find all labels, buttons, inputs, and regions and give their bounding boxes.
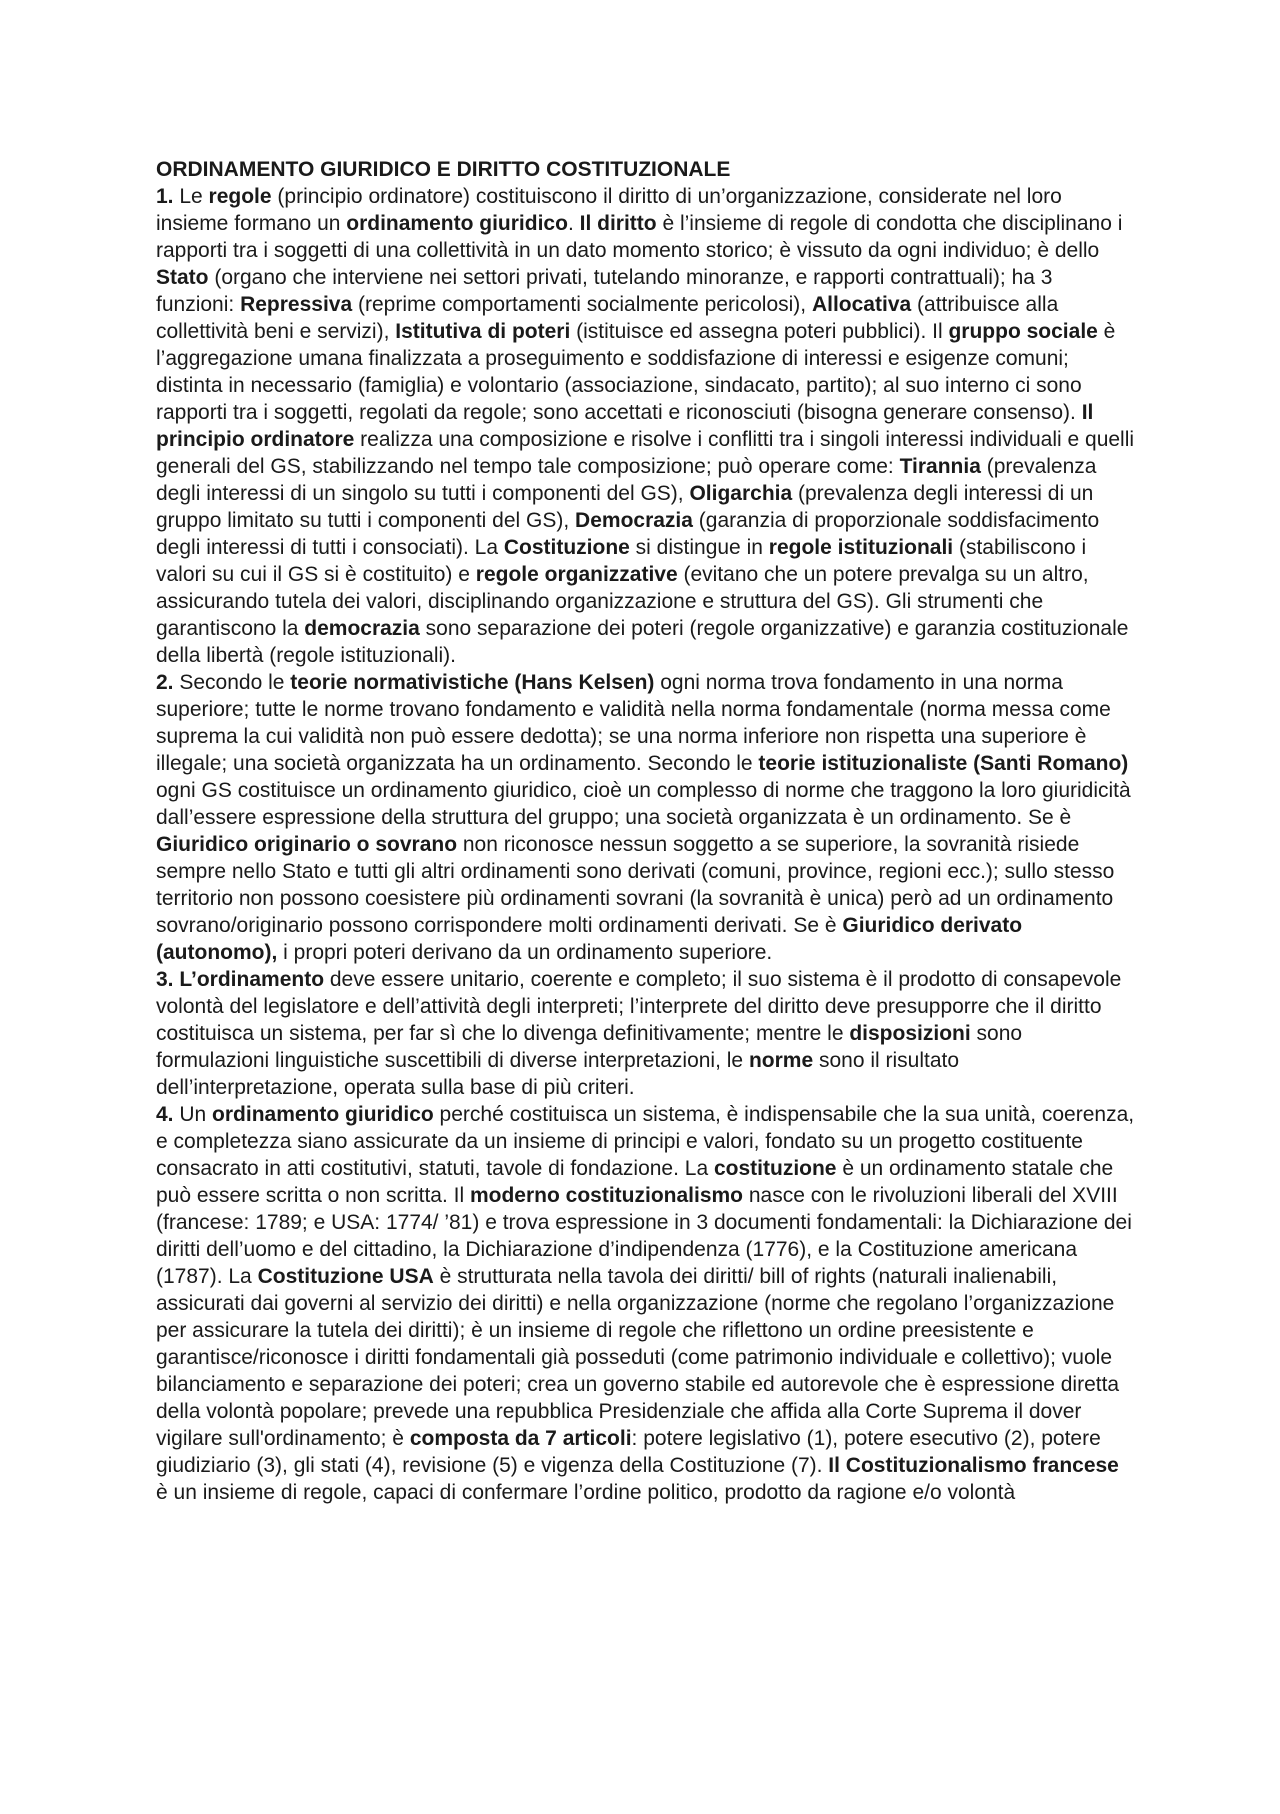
bold-term: gruppo sociale	[948, 320, 1098, 343]
paragraph-list	[156, 183, 1136, 1506]
bold-term: Democrazia	[575, 509, 693, 532]
bold-term: Istitutiva di poteri	[395, 320, 571, 343]
text-run: (stabiliscono i valori su cui il GS si è costituito) e	[156, 536, 1087, 586]
text-run: nasce con le rivoluzioni liberali del XVIII (francese: 1789; e USA: 1774/ ’81) e trova espressione in 3 documenti fondamentali: la Dichiarazione dei diritti dell’uomo e del cittadino, la Dichiarazione d’indipendenza (1776), e la Costituzione americana (1787). La	[156, 1184, 1132, 1288]
bold-term: Repressiva	[240, 293, 353, 316]
bold-term: 3. L’ordinamento	[156, 968, 325, 991]
bold-term: ordinamento giuridico	[346, 212, 568, 235]
bold-term: Il diritto	[579, 212, 657, 235]
bold-term: Costituzione	[503, 536, 630, 559]
text-run: sono formulazioni linguistiche suscettibili di diverse interpretazioni, le	[156, 1022, 1023, 1072]
paragraph-3	[156, 966, 1136, 1101]
text-run: è l’aggregazione umana finalizzata a proseguimento e soddisfazione di interessi e esigenze comuni; distinta in necessario (famiglia) e volontario (associazione, sindacato, partito); al suo interno ci sono rapporti tra i soggetti, regolati da regole; sono accettati e riconosciuti (bisogna generare consenso).	[156, 320, 1116, 424]
text-run: deve essere unitario, coerente e completo; il suo sistema è il prodotto di consapevole volontà del legislatore e dell’attività degli interpreti; l’interprete del diritto deve presupporre che il diritto costituisca un sistema, per far sì che lo divenga definitivamente; mentre le	[156, 968, 1122, 1045]
text-run: (organo che interviene nei settori privati, tutelando minoranze, e rapporti contrattuali); ha 3 funzioni:	[156, 266, 1053, 316]
text-run: è un insieme di regole, capaci di confermare l’ordine politico, prodotto da ragione e/o volontà	[156, 1481, 1016, 1504]
text-run: (reprime comportamenti socialmente pericolosi),	[352, 293, 812, 316]
document-body	[156, 156, 1136, 1506]
text-run: (garanzia di proporzionale soddisfacimento degli interessi di tutti i consociati). La	[156, 509, 1100, 559]
text-run: realizza una composizione e risolve i conflitti tra i singoli interessi individuali e quelli generali del GS, stabilizzando nel tempo tale composizione; può operare come:	[156, 428, 1135, 478]
text-run: Un	[173, 1103, 213, 1126]
paragraph-2	[156, 669, 1136, 966]
text-run: (istituisce ed assegna poteri pubblici). Il	[570, 320, 949, 343]
bold-term: norme	[748, 1049, 814, 1072]
text-run: Le	[173, 185, 209, 208]
bold-term: Il principio ordinatore	[156, 401, 1094, 451]
text-run: sono il risultato dell’interpretazione, operata sulla base di più criteri.	[156, 1049, 960, 1099]
bold-term: Tirannia	[899, 455, 981, 478]
text-run: (prevalenza degli interessi di un gruppo limitato su tutti i componenti del GS),	[156, 482, 1094, 532]
text-run: (principio ordinatore) costituiscono il diritto di un’organizzazione, considerate nel loro insieme formano un	[156, 185, 1062, 235]
bold-term: Oligarchia	[689, 482, 793, 505]
bold-term: Giuridico derivato (autonomo),	[156, 914, 1023, 964]
bold-term: 2.	[156, 671, 174, 694]
text-run: perché costituisca un sistema, è indispensabile che la sua unità, coerenza, e completezza siano assicurate da un insieme di principi e valori, fondato su un progetto costituente consacrato in atti costitutivi, statuti, tavole di fondazione. La	[156, 1103, 1135, 1180]
document-title: ORDINAMENTO GIURIDICO E DIRITTO COSTITUZIONALE	[156, 158, 731, 181]
text-run: ogni GS costituisce un ordinamento giuridico, cioè un complesso di norme che traggono la loro giuridicità dall’essere espressione della struttura del gruppo; una società organizzata è un ordinamento. Se è	[156, 779, 1131, 829]
text-run: (prevalenza degli interessi di un singolo su tutti i componenti del GS),	[156, 455, 1097, 505]
paragraph-1	[156, 183, 1136, 669]
bold-term: disposizioni	[849, 1022, 971, 1045]
text-run: si distingue in	[629, 536, 769, 559]
text-run: .	[567, 212, 580, 235]
text-run: : potere legislativo (1), potere esecutivo (2), potere giudiziario (3), gli stati (4), revisione (5) e vigenza della Costituzione (7).	[156, 1427, 1101, 1477]
bold-term: 4.	[156, 1103, 174, 1126]
bold-term: 1.	[156, 185, 174, 208]
text-run: (attribuisce alla collettività beni e servizi),	[156, 293, 1059, 343]
text-run: è strutturata nella tavola dei diritti/ bill of rights (naturali inalienabili, assicurati dai governi al servizio dei diritti) e nella organizzazione (norme che regolano l’organizzazione per assicurare la tutela dei diritti); è un insieme di regole che riflettono un ordine preesistente e garantisce/riconosce i diritti fondamentali già posseduti (come patrimonio individuale e collettivo); vuole bilanciamento e separazione dei poteri; crea un governo stabile ed autorevole che è espressione diretta della volontà popolare; prevede una repubblica Presidenziale che affida alla Corte Suprema il dover vigilare sull'ordinamento; è	[156, 1265, 1120, 1450]
text-run: è un ordinamento statale che può essere scritta o non scritta. Il	[156, 1157, 1114, 1207]
text-run: (evitano che un potere prevalga su un altro, assicurando tutela dei valori, disciplinando organizzazione e struttura del GS). Gli strumenti che garantiscono la	[156, 563, 1089, 640]
bold-term: Costituzione USA	[257, 1265, 434, 1288]
text-run: ogni norma trova fondamento in una norma superiore; tutte le norme trovano fondamento e validità nella norma fondamentale (norma messa come suprema la cui validità non può essere dedotta); se una norma inferiore non rispetta una superiore è illegale; una società organizzata ha un ordinamento. Secondo le	[156, 671, 1111, 775]
bold-term: regole organizzative	[475, 563, 678, 586]
text-run: i propri poteri derivano da un ordinamento superiore.	[277, 941, 773, 964]
text-run: Secondo le	[173, 671, 291, 694]
bold-term: Il Costituzionalismo francese	[828, 1454, 1119, 1477]
bold-term: Stato	[156, 266, 209, 289]
bold-term: regole	[208, 185, 272, 208]
bold-term: costituzione	[713, 1157, 837, 1180]
bold-term: teorie normativistiche (Hans Kelsen)	[290, 671, 655, 694]
paragraph-4	[156, 1101, 1136, 1506]
bold-term: composta da 7 articoli	[409, 1427, 632, 1450]
bold-term: ordinamento giuridico	[212, 1103, 434, 1126]
bold-term: Allocativa	[811, 293, 912, 316]
bold-term: regole istituzionali	[768, 536, 954, 559]
bold-term: democrazia	[304, 617, 420, 640]
text-run: è l’insieme di regole di condotta che disciplinano i rapporti tra i soggetti di una collettività in un dato momento storico; è vissuto da ogni individuo; è dello	[156, 212, 1123, 262]
bold-term: teorie istituzionaliste (Santi Romano)	[758, 752, 1129, 775]
bold-term: Giuridico originario o sovrano	[156, 833, 458, 856]
bold-term: moderno costituzionalismo	[469, 1184, 744, 1207]
text-run: non riconosce nessun soggetto a se superiore, la sovranità risiede sempre nello Stato e tutti gli altri ordinamenti sono derivati (comuni, province, regioni ecc.); sullo stesso territorio non possono coesistere più ordinamenti sovrani (la sovranità è unica) però ad un ordinamento sovrano/originario possono corrispondere molti ordinamenti derivati. Se è	[156, 833, 1115, 937]
text-run: sono separazione dei poteri (regole organizzative) e garanzia costituzionale della libertà (regole istituzionali).	[156, 617, 1129, 667]
